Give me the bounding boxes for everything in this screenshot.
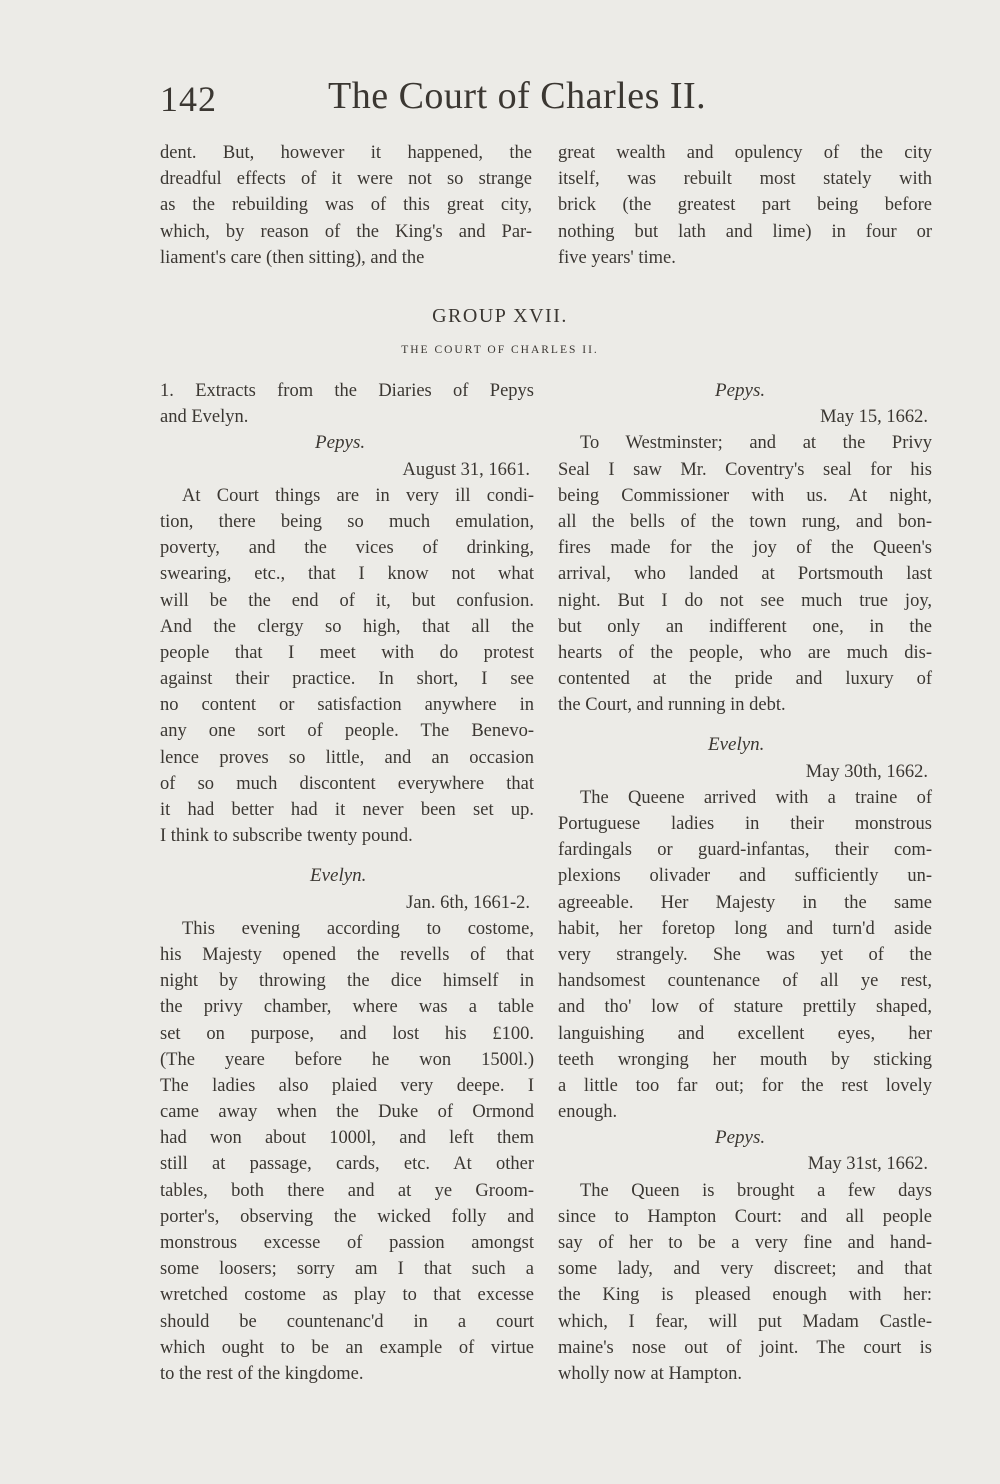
top-left-column bbox=[160, 140, 532, 271]
text-line: tion, there being so much emulation, bbox=[160, 511, 534, 532]
text-line: dent. But, however it happened, the bbox=[160, 143, 532, 163]
entry-text bbox=[558, 1178, 932, 1388]
text-line: At Court things are in very ill condi- bbox=[182, 485, 534, 506]
text-line: habit, her foretop long and turn'd aside bbox=[558, 918, 932, 939]
entry-date: May 30th, 1662. bbox=[805, 761, 928, 782]
text-line: some lady, and very discreet; and that bbox=[558, 1259, 932, 1280]
page-number: 142 bbox=[160, 79, 217, 119]
text-line: should be countenanc'd in a court bbox=[160, 1311, 534, 1332]
text-line: hearts of the people, who are much dis- bbox=[558, 642, 932, 663]
text-line: wholly now at Hampton. bbox=[558, 1363, 742, 1384]
text-line: plexions olivader and sufficiently un- bbox=[558, 866, 932, 887]
text-line: To Westminster; and at the Privy bbox=[580, 433, 932, 454]
group-heading: GROUP XVII. bbox=[432, 305, 568, 327]
text-line: of so much discontent everywhere that bbox=[160, 773, 534, 794]
entry-text bbox=[558, 430, 932, 718]
text-line: will be the end of it, but confusion. bbox=[160, 590, 534, 611]
text-line: and tho' low of stature prettily shaped, bbox=[558, 997, 932, 1018]
text-line: it had better had it never been set up. bbox=[160, 800, 534, 820]
text-line: swearing, etc., that I know not what bbox=[160, 564, 534, 585]
entry-text bbox=[160, 483, 534, 850]
text-line: The ladies also plaied very deepe. I bbox=[160, 1075, 534, 1096]
text-line: liament's care (then sitting), and the bbox=[160, 247, 425, 268]
text-line: against their practice. In short, I see bbox=[160, 669, 534, 690]
text-line: set on purpose, and lost his £100. bbox=[160, 1023, 534, 1044]
entry-speaker: Pepys. bbox=[715, 380, 766, 401]
text-line: people that I meet with do protest bbox=[160, 642, 534, 663]
text-line: The Queene arrived with a traine of bbox=[580, 787, 932, 808]
text-line: (The yeare before he won 1500l.) bbox=[160, 1049, 534, 1070]
text-line: wretched costome as play to that excesse bbox=[160, 1285, 534, 1306]
entry-date: Jan. 6th, 1661-2. bbox=[406, 892, 530, 913]
text-line: monstrous excesse of passion amongst bbox=[160, 1233, 534, 1253]
entry-date: May 31st, 1662. bbox=[807, 1154, 928, 1175]
text-line: which, by reason of the King's and Par- bbox=[160, 221, 532, 242]
text-line: maine's nose out of joint. The court is bbox=[558, 1337, 932, 1358]
text-line: the King is pleased enough with her: bbox=[558, 1285, 932, 1306]
text-line: which, I fear, will put Madam Castle- bbox=[558, 1311, 932, 1332]
entry-text bbox=[558, 785, 932, 1125]
text-line: still at passage, cards, etc. At other bbox=[160, 1154, 534, 1175]
text-line: handsomest countenance of all ye rest, bbox=[558, 971, 932, 992]
text-line: but only an indifferent one, in the bbox=[558, 616, 932, 637]
entry-speaker: Pepys. bbox=[315, 432, 366, 454]
text-line: languishing and excellent eyes, her bbox=[558, 1023, 932, 1044]
text-line: brick (the greatest part being before bbox=[558, 195, 932, 216]
entry-date: August 31, 1661. bbox=[402, 459, 530, 480]
text-line: came away when the Duke of Ormond bbox=[160, 1102, 534, 1123]
text-line: very strangely. She was yet of the bbox=[558, 944, 932, 965]
top-right-column bbox=[558, 140, 932, 271]
text-line: the privy chamber, where was a table bbox=[160, 997, 534, 1018]
text-line: night. But I do not see much true joy, bbox=[558, 590, 932, 611]
text-line: Portuguese ladies in their monstrous bbox=[558, 814, 932, 834]
text-line: I think to subscribe twenty pound. bbox=[160, 826, 413, 847]
text-line: a little too far out; for the rest lovely bbox=[558, 1075, 932, 1096]
text-line: arrival, who landed at Portsmouth last bbox=[558, 564, 932, 585]
text-line: lence proves so little, and an occasion bbox=[160, 747, 534, 768]
right-column bbox=[558, 378, 932, 1387]
text-line: say of her to be a very fine and hand- bbox=[558, 1233, 932, 1253]
text-line: teeth wronging her mouth by sticking bbox=[558, 1049, 932, 1070]
text-line: agreeable. Her Majesty in the same bbox=[558, 892, 932, 913]
text-line: no content or satisfaction anywhere in bbox=[160, 695, 534, 716]
text-line: any one sort of people. The Benevo- bbox=[160, 721, 534, 742]
text-line: the Court, and running in debt. bbox=[558, 695, 786, 716]
text-line: night by throwing the dice himself in bbox=[160, 971, 534, 992]
running-title: The Court of Charles II. bbox=[328, 75, 707, 117]
entry-speaker: Pepys. bbox=[715, 1127, 766, 1149]
text-line: And the clergy so high, that all the bbox=[160, 616, 534, 637]
text-line: fires made for the joy of the Queen's bbox=[558, 538, 932, 559]
text-line: tables, both there and at ye Groom- bbox=[160, 1180, 534, 1201]
text-line: had won about 1000l, and left them bbox=[160, 1128, 534, 1149]
text-line: all the bells of the town rung, and bon- bbox=[558, 511, 932, 532]
text-line: which ought to be an example of virtue bbox=[160, 1337, 534, 1358]
text-line: being Commissioner with us. At night, bbox=[558, 485, 932, 506]
text-line: poverty, and the vices of drinking, bbox=[160, 538, 534, 559]
text-line: since to Hampton Court: and all people bbox=[558, 1206, 932, 1227]
text-line: some loosers; sorry am I that such a bbox=[160, 1259, 534, 1280]
text-line: as the rebuilding was of this great city, bbox=[160, 195, 532, 216]
text-line: nothing but lath and lime) in four or bbox=[558, 221, 932, 242]
running-head bbox=[160, 74, 780, 124]
text-line: great wealth and opulency of the city bbox=[558, 143, 932, 163]
text-line: The Queen is brought a few days bbox=[580, 1180, 932, 1201]
entry-speaker: Evelyn. bbox=[708, 734, 765, 756]
entry-text bbox=[160, 916, 534, 1387]
text-line: dreadful effects of it were not so strange bbox=[160, 169, 532, 190]
intro-line: 1. Extracts from the Diaries of Pepys bbox=[160, 381, 534, 401]
entry-date: May 15, 1662. bbox=[820, 407, 928, 428]
text-line: five years' time. bbox=[558, 247, 676, 268]
text-line: fardingals or guard-infantas, their com- bbox=[558, 840, 932, 861]
left-column bbox=[160, 378, 534, 1387]
text-line: porter's, observing the wicked folly and bbox=[160, 1206, 534, 1227]
text-line: his Majesty opened the revells of that bbox=[160, 944, 534, 965]
text-line: to the rest of the kingdome. bbox=[160, 1363, 364, 1384]
entry-speaker: Evelyn. bbox=[310, 865, 367, 887]
text-line: Seal I saw Mr. Coventry's seal for his bbox=[558, 459, 932, 480]
intro-line: and Evelyn. bbox=[160, 407, 249, 428]
group-subheading: THE COURT OF CHARLES II. bbox=[401, 344, 599, 356]
text-line: enough. bbox=[558, 1102, 618, 1123]
text-line: contented at the pride and luxury of bbox=[558, 669, 932, 690]
text-line: This evening according to costome, bbox=[182, 918, 534, 939]
text-line: itself, was rebuilt most stately with bbox=[558, 169, 932, 190]
